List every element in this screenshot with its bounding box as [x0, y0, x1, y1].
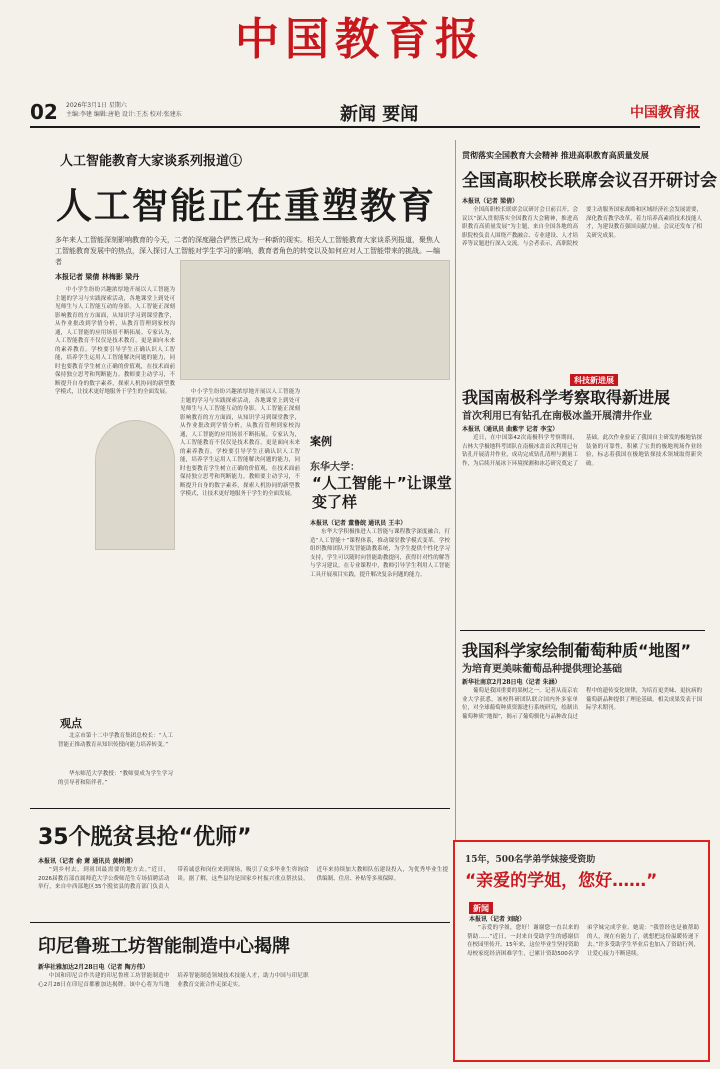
page-number: 02 [30, 100, 58, 124]
boxed-body [467, 924, 699, 1056]
feature-body-col2 [180, 388, 300, 798]
tech-body [462, 434, 702, 624]
tech-byline: 本报讯（通讯员 曲紫宇 记者 李宝） [462, 426, 559, 433]
feature-photo [180, 260, 450, 380]
poverty-body [38, 866, 448, 916]
boxed-tag-text: 新闻 [469, 902, 493, 914]
grape-byline: 新华社南京2月28日电（记者 朱涵） [462, 679, 561, 686]
vocational-kicker: 贯彻落实全国教育大会精神 推进高职教育高质量发展 [462, 150, 649, 160]
grape-subhead: 为培育更美味葡萄品种提供理论基础 [462, 664, 622, 675]
grape-body [462, 687, 702, 837]
tech-subhead: 首次利用已有钻孔在南极冰盖开展清井作业 [462, 411, 652, 422]
boxed-headline: “亲爱的学姐，您好……” [465, 871, 658, 891]
page-brand: 中国教育报 [630, 105, 700, 121]
boxed-story [453, 840, 710, 1062]
luban-byline: 新华社雅加达2月28日电（记者 陶方伟） [38, 964, 149, 971]
vocational-headline: 全国高职校长联席会议召开研讨会 [462, 171, 717, 191]
vocational-byline: 本报讯（记者 梁倩） [462, 198, 519, 205]
case-kicker: 东华大学： [310, 462, 360, 473]
masthead-logo: 中国教育报 [235, 14, 485, 65]
luban-body [38, 972, 448, 1052]
boxed-body-text: “亲爱的学姐，您好！谢谢您一直以来的帮助……”近日，一封来自受助学生的感谢信在校园里传开。15年来，这位毕业生坚持资助母校家庭经济困难学生，已累计资助500名学弟学妹完成学业。她说：“我曾经也是被帮助的人，现在有能力了，就想把这份温暖传递下去。”许多受助学生毕业后也加入了资助行列，让爱心接力不断延续。 [467, 925, 699, 957]
section-name: 新闻 要闻 [340, 104, 419, 125]
luban-body-text: 中国和印尼合作共建的印尼鲁班工坊智能制造中心2月28日在印尼首都雅加达揭牌。该中心将为当地培养智能制造领域技术技能人才，助力中国与印尼职业教育交流合作走深走实。 [38, 973, 309, 988]
divider-rule [30, 808, 450, 809]
case-body [310, 528, 450, 798]
case-body-text: 东华大学积极推进人工智能与课程教学深度融合，打造“人工智能＋”课程体系，推动课堂教学模式变革。学校组织教师团队开发智能助教系统，为学生提供个性化学习支持，学生可以随时向智能助教提问，获得针对性的解答与学习建议。在专业课程中，教师引导学生利用人工智能工具开展项目实践，提升解决复杂问题的能力。 [310, 529, 450, 578]
date-text: 2026年3月1日 星期六 [66, 102, 127, 109]
dateline [66, 101, 182, 119]
page-header-bar [30, 98, 700, 128]
masthead [0, 0, 720, 80]
case-byline: 本报讯（记者 董鲁皖 通讯员 王丰） [310, 520, 407, 527]
feature-body-text-2: 中小学生纷纷兴趣浓厚地开展以人工智能为主题的学习与实践探索活动，各地课堂上到处可见师生与人工智能互动的身影。人工智能正深刻影响教育的方方面面，从知识学习到课堂教学，从作业批改到学情分析，从教育管理到家校沟通，人工智能的应用场景不断拓展。专家认为，人工智能教育不仅仅是技术教育，更是面向未来的素养教育。学校要引导学生正确认识人工智能，培养学生运用人工智能解决问题的能力，同时也要教育学生树立正确的价值观，在技术面前保持独立思考和判断能力。教师要主动学习，不断提升自身的数字素养，探索人机协同的新型教学模式，让技术更好地服务于学生的全面发展。 [180, 389, 300, 497]
case-label [310, 430, 332, 449]
vocational-body [462, 206, 702, 356]
staff-text: 主编:李建 编辑:唐艳 设计:王杰 校对:张建东 [66, 111, 182, 118]
boxed-kicker: 15年，500名学弟学妹接受资助 [465, 855, 596, 865]
viewpoint-1-text: 北京市第十二中学教育集团总校长：“人工智能正推动教育从知识传授向能力培养转变。” [58, 733, 173, 748]
feature-lead: 多年来人工智能深刻影响教育的今天，二者的深度融合俨然已成为一种新的现实。相关人工智能教育大家谈系列报道，聚焦人工智能教育发展中的热点，深入探讨人工智能对学生学习的影响，教育者角色的转变以及如何应对人工智能带来的挑战。—编者 [55, 236, 440, 266]
divider-rule-3 [460, 630, 705, 631]
boxed-byline: 本报讯（记者 刘晓） [469, 916, 526, 923]
viewpoint-2 [58, 770, 173, 800]
viewpoints-label-text: 观点 [60, 717, 82, 730]
grape-body-text: 葡萄是我国重要的果树之一。记者从南京农业大学获悉，该校科研团队联合国内外多家单位，对全球葡萄种质资源进行系统研究，绘制出葡萄种质“地图”，揭示了葡萄驯化与品种改良过程中的遗传变化规律，为培育更美味、更抗病的葡萄新品种提供了理论基础。相关成果发表于国际学术期刊。 [462, 688, 702, 720]
poverty-headline: 35个脱贫县抢“优师” [38, 825, 252, 850]
divider-rule-2 [30, 922, 450, 923]
tech-body-text: 近日，在中国第42次南极科学考察期间，吉林大学极地科考团队在南极冰盖首次利用已有钻孔开展清井作业，成功完成钻孔清理与测量工作，为后续开展冰下环境探测和冰芯研究奠定了基础。此次作业验证了我国自主研发的极地钻探装备的可靠性，积累了宝贵的极地现场作业经验，标志着我国在极地钻探技术领域取得新突破。 [462, 435, 702, 467]
viewpoint-2-text: 华东师范大学教授：“教师要成为学生学习的引导者和陪伴者。” [58, 771, 173, 786]
feature-body-text: 中小学生纷纷兴趣浓厚地开展以人工智能为主题的学习与实践探索活动，各地课堂上到处可见师生与人工智能互动的身影。人工智能正深刻影响教育的方方面面，从知识学习到课堂教学，从作业批改到学情分析，从教育管理到家校沟通，人工智能的应用场景不断拓展。专家认为，人工智能教育不仅仅是技术教育，更是面向未来的素养教育。学校要引导学生正确认识人工智能，培养学生运用人工智能解决问题的能力，同时也要教育学生树立正确的价值观，在技术面前保持独立思考和判断能力。教师要主动学习，不断提升自身的数字素养，探索人机协同的新型教学模式，让技术更好地服务于学生的全面发展。 [55, 287, 175, 395]
luban-headline: 印尼鲁班工坊智能制造中心揭牌 [38, 936, 290, 957]
feature-byline: 本报记者 梁倩 林梅影 梁丹 [55, 272, 140, 281]
case-label-text: 案例 [310, 435, 332, 448]
grape-headline: 我国科学家绘制葡萄种质“地图” [462, 641, 692, 660]
tech-label-text: 科技新进展 [570, 374, 618, 386]
poverty-byline: 本报讯（记者 俞 萧 通讯员 黄树清） [38, 858, 137, 865]
feature-headline: 人工智能正在重塑教育 [56, 186, 437, 227]
boxed-tag [469, 896, 493, 915]
child-photo [95, 420, 175, 550]
poverty-body-text: “到乡村去，到祖国最需要的地方去。”近日，2026届教育部直属师范大学公费师范生专场招聘活动举行，来自中西部地区35个脱贫县的教育部门负责人带着诚意和岗位来到现场，吸引了众多毕业生咨询洽谈。据了解，这些县均是国家乡村振兴重点帮扶县，近年来持续加大教师队伍建设投入，为优秀毕业生提供编制、住房、补贴等多项保障。 [38, 867, 448, 890]
vocational-body-text: 全国高职校长联席会议研讨会日前召开。会议以“深入贯彻落实全国教育大会精神，推进高职教育高质量发展”为主题，来自全国各地的高职院校负责人围绕产教融合、专业建设、人才培养等议题进行深入交流。与会者表示，高职院校要主动服务国家战略和区域经济社会发展需要，深化教育教学改革，着力培养高素质技术技能人才，为建设教育强国贡献力量。会议还发布了相关研究成果。 [462, 207, 702, 247]
case-headline: “人工智能＋”让课堂变了样 [312, 474, 452, 511]
series-title: 人工智能教育大家谈系列报道① [60, 154, 243, 169]
tech-headline: 我国南极科学考察取得新进展 [462, 388, 671, 407]
viewpoints-label [60, 712, 82, 731]
